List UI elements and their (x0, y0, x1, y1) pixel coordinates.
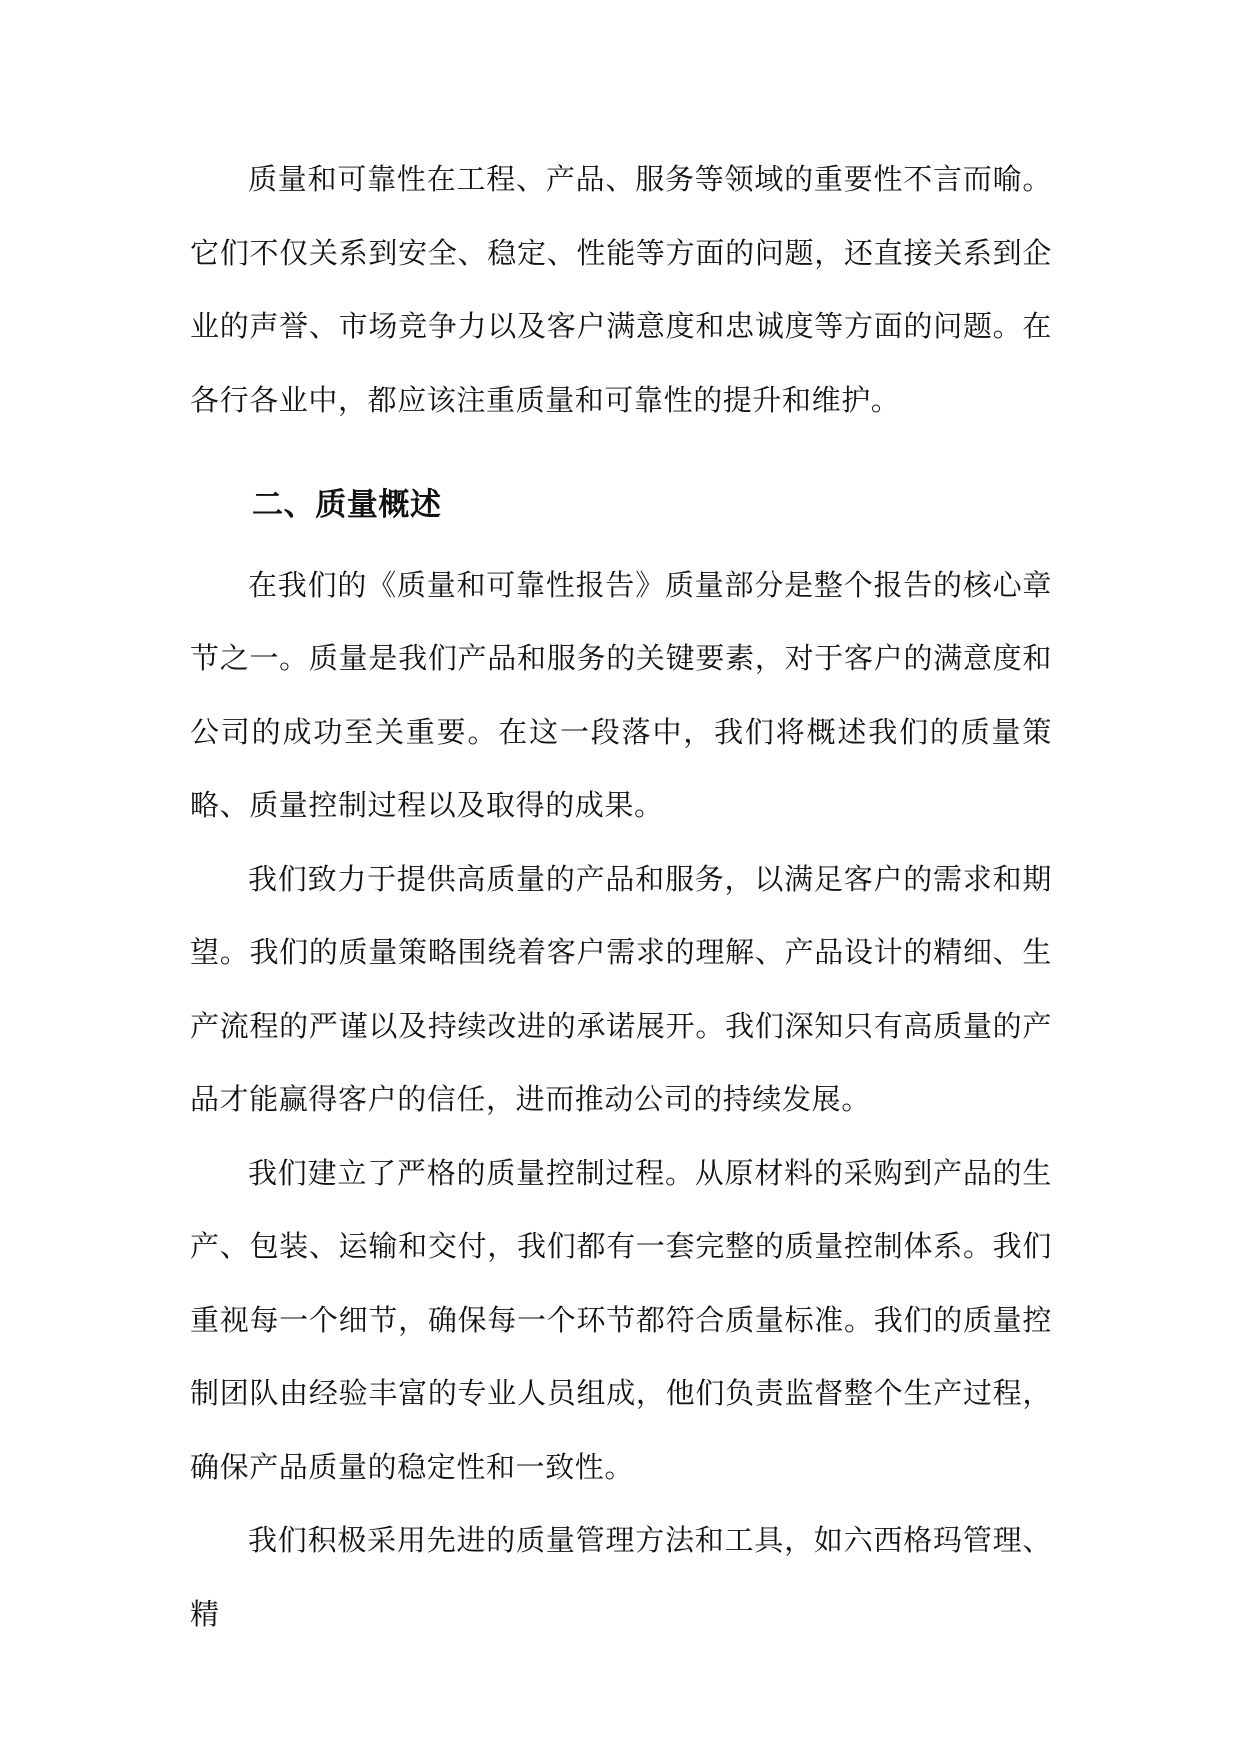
document-body (190, 143, 1052, 1651)
paragraph-quality-strategy: 我们致力于提供高质量的产品和服务，以满足客户的需求和期望。我们的质量策略围绕着客户需求的理解、产品设计的精细、生产流程的严谨以及持续改进的承诺展开。我们深知只有高质量的产品才能赢得客户的信任，进而推动公司的持续发展。 (190, 861, 1052, 1116)
paragraph-quality-control: 我们建立了严格的质量控制过程。从原材料的采购到产品的生产、包装、运输和交付，我们都有一套完整的质量控制体系。我们重视每一个细节，确保每一个环节都符合质量标准。我们的质量控制团队由经验丰富的专业人员组成，他们负责监督整个生产过程，确保产品质量的稳定性和一致性。 (190, 1155, 1052, 1484)
paragraph-quality-overview: 在我们的《质量和可靠性报告》质量部分是整个报告的核心章节之一。质量是我们产品和服务的关键要素，对于客户的满意度和公司的成功至关重要。在这一段落中，我们将概述我们的质量策略、质量控制过程以及取得的成果。 (190, 567, 1052, 822)
paragraph-quality-methods: 我们积极采用先进的质量管理方法和工具，如六西格玛管理、精 (190, 1523, 1052, 1631)
section-heading: 二、质量概述 (252, 487, 442, 523)
intro-paragraph: 质量和可靠性在工程、产品、服务等领域的重要性不言而喻。它们不仅关系到安全、稳定、性能等方面的问题，还直接关系到企业的声誉、市场竞争力以及客户满意度和忠诚度等方面的问题。在各行各业中，都应该注重质量和可靠性的提升和维护。 (190, 162, 1052, 417)
